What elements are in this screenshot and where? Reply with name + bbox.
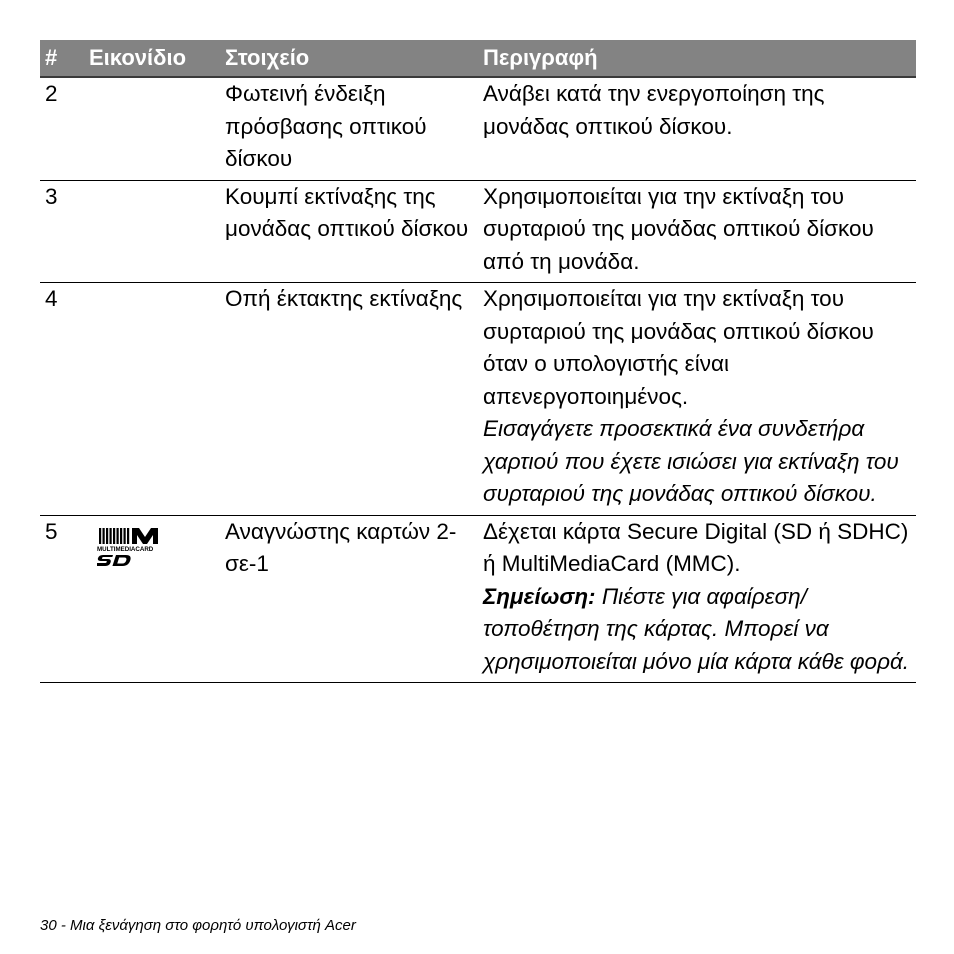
description-italic-text: Εισαγάγετε προσεκτικά ένα συνδετήρα χαρτιού που έχετε ισιώσει για εκτίναξη του συρταριού της μονάδας οπτικού δίσκου. <box>483 416 899 506</box>
header-number: # <box>45 45 58 70</box>
row-icon-cell <box>81 516 220 679</box>
row-description <box>478 516 916 679</box>
row-icon-cell <box>81 181 220 279</box>
row-description <box>478 78 916 176</box>
header-icon: Εικονίδιο <box>89 45 187 70</box>
note-label: Σημείωση: <box>483 583 596 609</box>
row-number: 3 <box>45 183 58 209</box>
row-item: Οπή έκτακτης εκτίναξης <box>225 286 463 311</box>
table-row <box>40 181 916 284</box>
row-number: 4 <box>45 286 58 311</box>
table-row <box>40 78 916 181</box>
row-icon-cell <box>81 78 220 176</box>
header-description: Περιγραφή <box>483 45 598 70</box>
page-footer: 30 - Μια ξενάγηση στο φορητό υπολογιστή Acer <box>40 917 356 934</box>
row-item: Κουμπί εκτίναξης της μονάδας οπτικού δίσκου <box>225 183 469 241</box>
row-number: 5 <box>45 518 58 544</box>
components-table <box>40 40 916 683</box>
description-text: Χρησιμοποιείται για την εκτίναξη του συρταριού της μονάδας οπτικού δίσκου από τη μονάδα. <box>483 183 874 274</box>
row-description <box>478 283 916 511</box>
description-text: Ανάβει κατά την ενεργοποίηση της μονάδας οπτικού δίσκου. <box>483 81 825 139</box>
table-header <box>40 40 916 78</box>
description-text: Χρησιμοποιείται για την εκτίναξη του συρταριού της μονάδας οπτικού δίσκου όταν ο υπολογιστής είναι απενεργοποιημένος. <box>483 286 874 409</box>
header-item: Στοιχείο <box>225 45 310 70</box>
description-text: Δέχεται κάρτα Secure Digital (SD ή SDHC) ή MultiMediaCard (MMC). <box>483 518 909 576</box>
row-item: Φωτεινή ένδειξη πρόσβασης οπτικού δίσκου <box>225 81 427 171</box>
table-row <box>40 283 916 516</box>
row-icon-cell <box>81 283 220 511</box>
row-number: 2 <box>45 81 58 106</box>
row-item: Αναγνώστης καρτών 2-σε-1 <box>225 518 457 576</box>
table-row <box>40 516 916 684</box>
row-description <box>478 181 916 279</box>
multimediacard-sd-icon <box>97 526 173 570</box>
note-text: Πιέστε για αφαίρεση/ τοποθέτηση της κάρτας. Μπορεί να χρησιμοποιείται μόνο μία κάρτα κάθε φορά. <box>483 583 910 674</box>
note <box>483 581 916 679</box>
multimediacard-label: MULTIMEDIACARD <box>97 545 154 553</box>
